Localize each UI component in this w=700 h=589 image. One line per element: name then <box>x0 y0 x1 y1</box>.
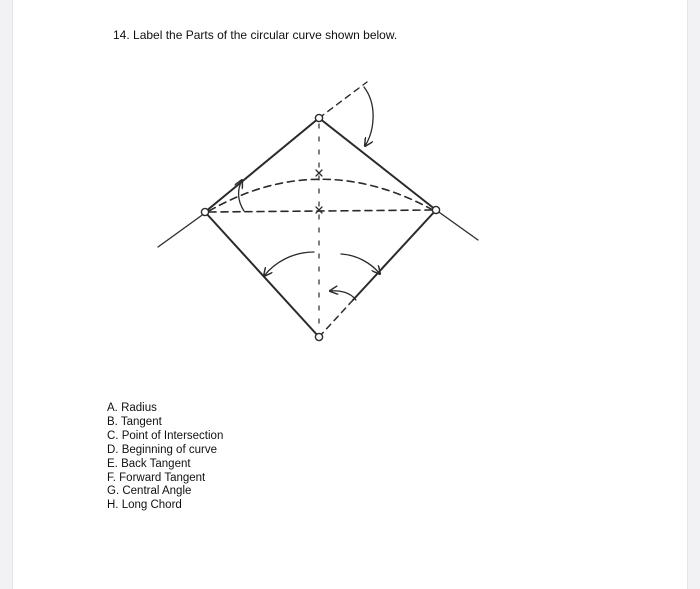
option-letter: H. <box>107 499 119 512</box>
option-letter: C. <box>107 429 119 442</box>
midpoint-x-mark <box>316 170 322 176</box>
option-label: Long Chord <box>121 499 182 512</box>
central-angle-arc-left <box>264 252 314 276</box>
back-tangent-extension <box>158 213 205 247</box>
circular-curve-diagram <box>13 0 689 400</box>
option-item <box>107 402 223 416</box>
option-item <box>107 416 223 430</box>
option-item <box>107 444 223 458</box>
radius-line-right <box>353 210 436 300</box>
option-letter: F. <box>107 471 116 484</box>
option-label: Beginning of curve <box>121 443 217 456</box>
point-of-intersection-marker <box>315 114 322 121</box>
option-item <box>107 499 223 513</box>
option-item <box>107 458 223 472</box>
forward-tangent-extension <box>436 210 478 240</box>
answer-options-list <box>107 402 223 513</box>
option-item <box>107 485 223 499</box>
small-angle-arrow <box>330 291 356 300</box>
forward-tangent-line <box>319 118 436 210</box>
question-number: 14. <box>113 28 130 42</box>
radius-line-left <box>205 212 319 337</box>
radius-line-right-dashed <box>319 300 353 337</box>
document-page <box>12 0 688 589</box>
question-text: Label the Parts of the circular curve shown below. <box>133 28 398 42</box>
option-label: Tangent <box>120 415 162 428</box>
option-label: Point of Intersection <box>121 429 224 442</box>
option-label: Forward Tangent <box>119 471 206 484</box>
beginning-of-curve-marker <box>201 208 208 215</box>
central-angle-arc-right <box>341 254 380 274</box>
curve-center-marker <box>315 333 322 340</box>
option-letter: B. <box>107 415 118 428</box>
option-item <box>107 430 223 444</box>
deflection-angle-arc <box>364 87 373 146</box>
option-letter: D. <box>107 443 119 456</box>
option-letter: A. <box>107 402 118 414</box>
circular-curve-arc <box>209 179 433 211</box>
option-label: Central Angle <box>122 485 192 498</box>
option-label: Radius <box>121 402 157 414</box>
end-of-curve-marker <box>432 206 439 213</box>
option-item <box>107 472 223 486</box>
tangent-dashed-extension <box>319 82 367 118</box>
option-letter: G. <box>107 485 120 498</box>
option-letter: E. <box>107 457 118 470</box>
back-tangent-line <box>205 118 319 212</box>
option-label: Back Tangent <box>121 457 191 470</box>
chord-x-mark <box>316 207 322 213</box>
